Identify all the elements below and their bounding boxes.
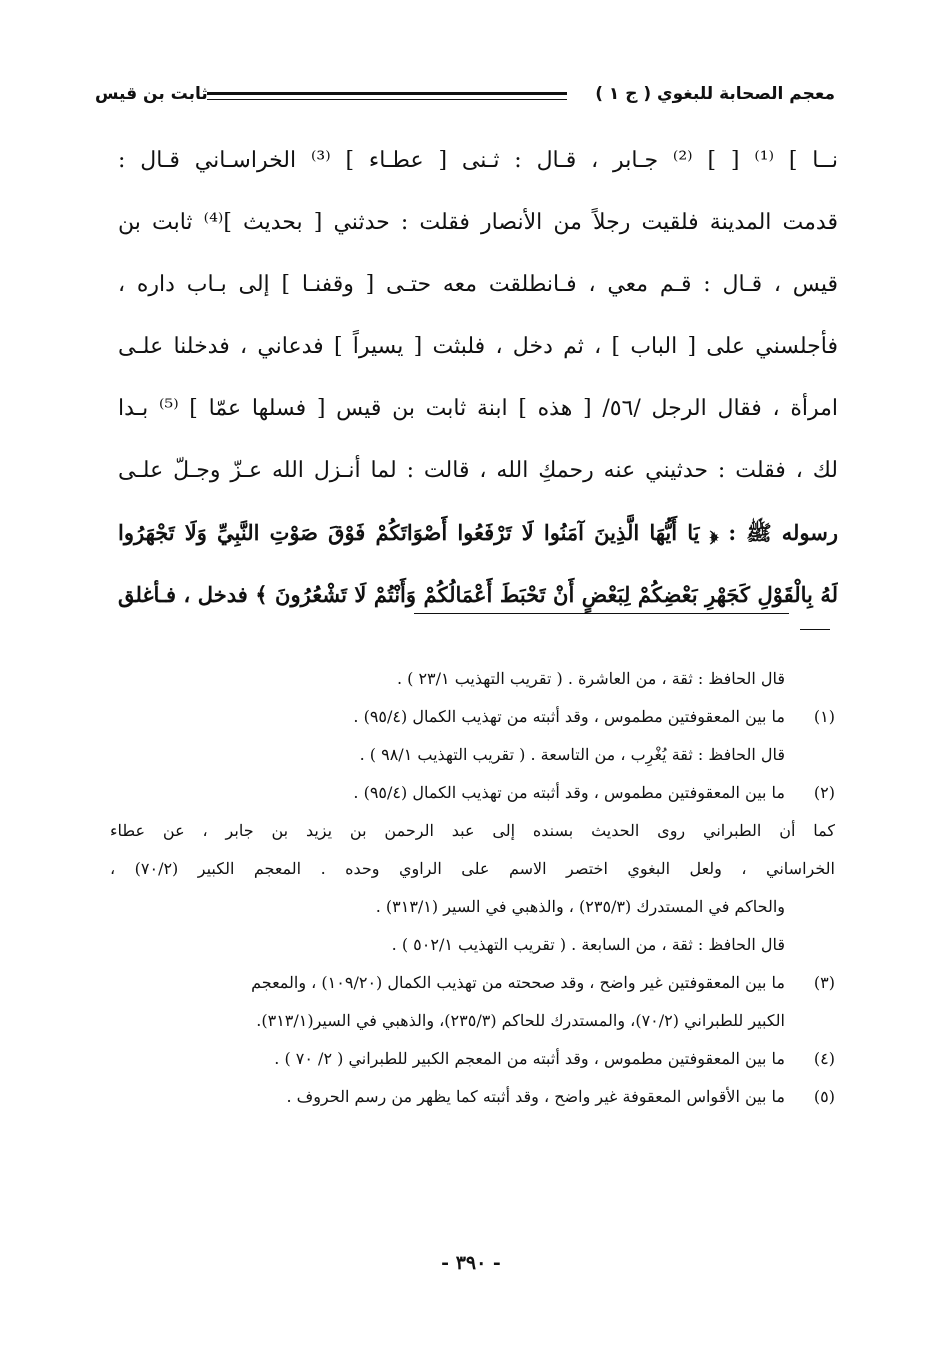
footnote-text: ما بين الأقواس المعقوفة غير واضح ، وقد أثبته كما يظهر من رسم الحروف . [286, 1087, 785, 1106]
text-line: امرأة ، فقال الرجل /٥٦/ [ هذه ] ابنة ثابت بن قيس [ فسلها عمّا ] ⁽⁵⁾ بـدا [118, 396, 838, 421]
footnote-text: ما بين المعقوفتين مطموس ، وقد أثبته من تهذيب الكمال (٩٥/٤) . [353, 783, 785, 802]
footnote-text: قال الحافظ : ثقة ، من العاشرة . ( تقريب التهذيب ٢٣/١ ) . [396, 669, 785, 688]
footnote-text: ما بين المعقوفتين غير واضح ، وقد صححته من تهذيب الكمال (١٠٩/٢٠) ، والمعجم [251, 973, 785, 992]
footnotes [110, 660, 835, 1116]
footnote-text: قال الحافظ : ثقة يُغْرِب ، من التاسعة . ( تقريب التهذيب ٩٨/١ ) . [359, 745, 785, 764]
footnote-line [110, 964, 835, 1002]
text-line: قيس ، قـال : قـم معي ، فـانطلقت معه حتـى [ وقفنـا ] إلى بـاب داره ، [118, 272, 838, 297]
footnote-text: ما بين المعقوفتين مطموس ، وقد أثبته من تهذيب الكمال (٩٥/٤) . [353, 707, 785, 726]
footnote-line [110, 736, 835, 774]
text-line: قدمت المدينة فلقيت رجلاً من الأنصار فقلت : حدثني [ بحديث ]⁽⁴⁾ ثابت بن [118, 210, 838, 235]
text-line: فأجلسني على [ الباب ] ، ثم دخل ، فلبثت [ يسيراً ] فدعاني ، فدخلنا علـى [118, 334, 838, 359]
footnote-line [110, 698, 835, 736]
footnote-dash [800, 629, 830, 630]
header-rule [207, 92, 567, 100]
text-line: نــا ] ⁽¹⁾ [ ] ⁽²⁾ جـابر ، قـال : ثـنى [ عطـاء ] ⁽³⁾ الخراسـاني قـال : [118, 148, 838, 173]
footnote-text: قال الحافظ : ثقة ، من السابعة . ( تقريب التهذيب ٥٠٢/١ ) . [391, 935, 785, 954]
running-header [95, 78, 835, 118]
footnote-line [110, 1078, 835, 1116]
footnote-number: (٥) [813, 1087, 835, 1106]
footnote-text: الكبير للطبراني (٧٠/٢)، والمستدرك للحاكم (٢٣٥/٣)، والذهبي في السير(٣١٣/١). [256, 1011, 785, 1030]
footnote-line [110, 850, 835, 888]
footnote-line [110, 1040, 835, 1078]
text-line-quran: لَهُ بِالْقَوْلِ كَجَهْرِ بَعْضِكُمْ لِبَعْضٍ أَنْ تَحْبَطَ أَعْمَالُكُمْ وَأَنْتُمْ لَا تَشْعُرُونَ ﴾ فدخل ، فـأغلق [118, 582, 838, 607]
text-line: لك ، فقلت : حدثيني عنه رحمكِ الله ، قالت : لما أنـزل الله عـزّ وجـلّ علـى [118, 458, 838, 483]
footnote-number: (١) [813, 707, 835, 726]
footnote-number: (٢) [813, 783, 835, 802]
footnote-text: كما أن الطبراني روى الحديث بسنده إلى عبد الرحمن بن يزيد بن جابر ، عن عطاء [110, 821, 835, 840]
header-book-title: معجم الصحابة للبغوي ( ج ١ ) [595, 84, 835, 104]
footnote-line [110, 888, 835, 926]
footnote-text: ما بين المعقوفتين مطموس ، وقد أثبته من المعجم الكبير للطبراني ( ٢/ ٧٠ ) . [274, 1049, 785, 1068]
page-number: - ٣٩٠ - [441, 1252, 501, 1274]
footnote-line [110, 774, 835, 812]
footnote-number: (٤) [813, 1049, 835, 1068]
footnote-line [110, 812, 835, 850]
footnote-line [110, 1002, 835, 1040]
footnote-line [110, 660, 835, 698]
footnote-line [110, 926, 835, 964]
header-entry-name: ثابت بن قيس [95, 84, 208, 104]
footnote-number: (٣) [813, 973, 835, 992]
footnote-separator [414, 613, 789, 614]
footnote-text: الخراساني ، ولعل البغوي اختصر الاسم على الراوي وحده . المعجم الكبير (٧٠/٢) ، [110, 859, 835, 878]
text-line-quran: رسوله ﷺ : ﴿ يَا أَيُّهَا الَّذِينَ آمَنُوا لَا تَرْفَعُوا أَصْوَاتَكُمْ فَوْقَ صَوْتِ النَّبِيِّ وَلَا تَجْهَرُوا [118, 520, 838, 545]
main-text [118, 130, 838, 626]
footnote-text: والحاكم في المستدرك (٢٣٥/٣) ، والذهبي في السير (٣١٣/١) . [375, 897, 785, 916]
